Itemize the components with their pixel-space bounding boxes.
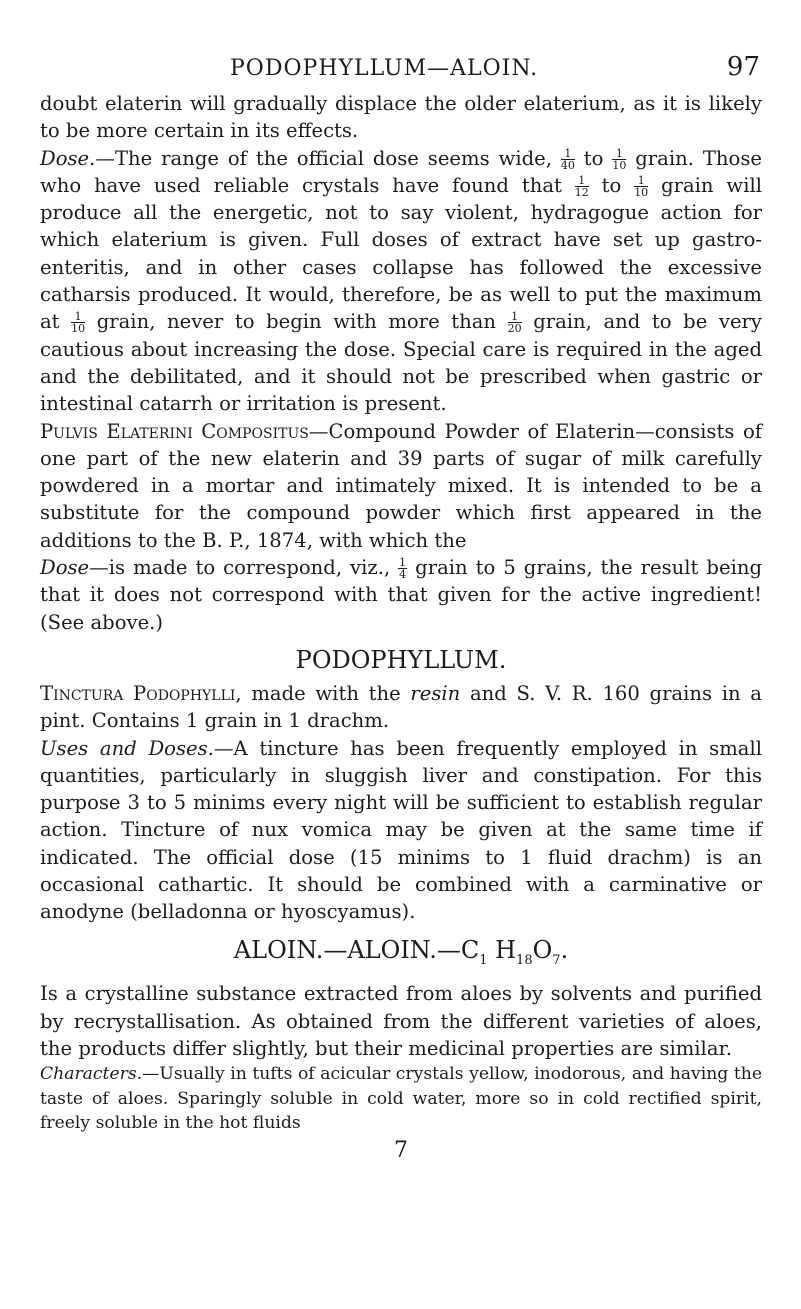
aloin-paragraph bbox=[40, 980, 762, 1062]
dose-text-e: grain, and to be very cautious about increasing the dose. Special care is required in the aged and the debilitated, and it should not be prescribed when gastric or intestinal catarrh or irritation is present. bbox=[40, 310, 762, 416]
page-number: 97 bbox=[726, 52, 760, 82]
tinctura-text-b: and S. V. R. 160 grains in a pint. Contains 1 grain in 1 drachm. bbox=[40, 681, 762, 733]
fraction: $\frac{1}{12}$ bbox=[574, 173, 589, 199]
pulvis-dose-paragraph bbox=[40, 554, 762, 636]
dose-to-2: to bbox=[588, 173, 635, 197]
elaterin-intro: doubt elaterin will gradually displace the older elaterium, as it is likely to be more certain in its effects. bbox=[40, 92, 762, 143]
uses-text: —A tincture has been frequently employed in small quantities, particularly in sluggish liver and constipation. For this purpose 3 to 5 minims every night will be sufficient to establish regular action. Tincture of nux vomica may be given at the same time if indicated. The official dose (15 minims to 1 fluid drachm) is an occasional cathartic. It should be combined with a carminative or anodyne (belladonna or hyoscyamus). bbox=[40, 736, 763, 924]
dose-text-b: grain. Those who have used reliable crystals have found that bbox=[40, 146, 762, 197]
aloin-heading bbox=[40, 932, 762, 979]
tinctura-paragraph bbox=[40, 680, 762, 735]
dose-to-1: to bbox=[574, 146, 613, 170]
pulvis-text-a: —Compound Powder of Elaterin—consists of one part of the new elaterin and 39 parts of sugar of milk carefully powdered in a mortar and intimately mixed. It is intended to be a substitute for the compound powder which first appeared in the additions to the B. P., 1874, with which the bbox=[40, 419, 762, 552]
tinctura-text-a: , made with the bbox=[235, 681, 411, 705]
aloin-heading-text: ALOIN.—ALOIN.—C bbox=[233, 935, 480, 964]
fraction: $\frac{1}{10}$ bbox=[612, 146, 627, 172]
elaterin-intro-paragraph bbox=[40, 90, 762, 145]
formula-part: H bbox=[487, 935, 517, 964]
formula-subscript: 7 bbox=[552, 952, 561, 968]
page-header bbox=[40, 50, 762, 90]
body-text bbox=[40, 90, 762, 1164]
uses-label: Uses and Doses. bbox=[40, 736, 214, 760]
running-head: PODOPHYLLUM—ALOIN. bbox=[230, 56, 539, 81]
pulvis-text-c: grain to 5 grains, the result being that it does not correspond with that given for the active ingredient! (See above.) bbox=[40, 556, 762, 634]
formula-part: . bbox=[560, 935, 569, 964]
fraction: $\frac{1}{40}$ bbox=[560, 146, 575, 172]
dose-text-d: grain, never to begin with more than bbox=[85, 310, 508, 334]
pulvis-dose-label: Dose bbox=[40, 556, 90, 580]
aloin-text: Is a crystalline substance extracted from aloes by solvents and purified by recrystallisation. As obtained from the different varieties of aloes, the products differ slightly, but their medicinal properties are similar. bbox=[40, 982, 762, 1060]
podophyllum-heading: PODOPHYLLUM. bbox=[295, 645, 507, 674]
characters-label: Characters. bbox=[40, 1064, 143, 1085]
characters-paragraph bbox=[40, 1062, 762, 1135]
tinctura-title: Tinctura Podophylli bbox=[40, 681, 236, 705]
signature-mark: 7 bbox=[394, 1137, 408, 1163]
dose-text-c: grain will produce all the energetic, not to say violent, hydragogue action for which elaterium is given. Full doses of extract have set up gastro-enteritis, and in other cases collapse has followed the excessive catharsis produced. It would, therefore, be as well to put the maximum at bbox=[40, 173, 762, 334]
fraction: $\frac{1}{4}$ bbox=[399, 556, 407, 582]
formula-part: O bbox=[532, 935, 553, 964]
formula-subscript: 1 bbox=[479, 952, 488, 968]
fraction: $\frac{1}{10}$ bbox=[634, 173, 649, 199]
formula-subscript: 18 bbox=[516, 952, 533, 968]
pulvis-text-b: —is made to correspond, viz., bbox=[89, 556, 399, 580]
pulvis-paragraph bbox=[40, 418, 762, 554]
dose-text-a: —The range of the official dose seems wide, bbox=[95, 146, 552, 170]
tinctura-resin: resin bbox=[410, 681, 461, 705]
elaterin-dose-paragraph bbox=[40, 145, 762, 418]
dose-label: Dose. bbox=[40, 146, 96, 170]
fraction: $\frac{1}{20}$ bbox=[507, 310, 522, 336]
characters-text: —Usually in tufts of acicular crystals yellow, inodorous, and having the taste of aloes. Sparingly soluble in cold water, more so in cold rectified spirit, freely soluble in the hot fluids bbox=[40, 1064, 762, 1133]
fraction: $\frac{1}{10}$ bbox=[71, 310, 86, 336]
pulvis-title: Pulvis Elaterini Compositus bbox=[40, 419, 309, 443]
book-page bbox=[40, 50, 762, 1164]
uses-paragraph bbox=[40, 735, 762, 926]
